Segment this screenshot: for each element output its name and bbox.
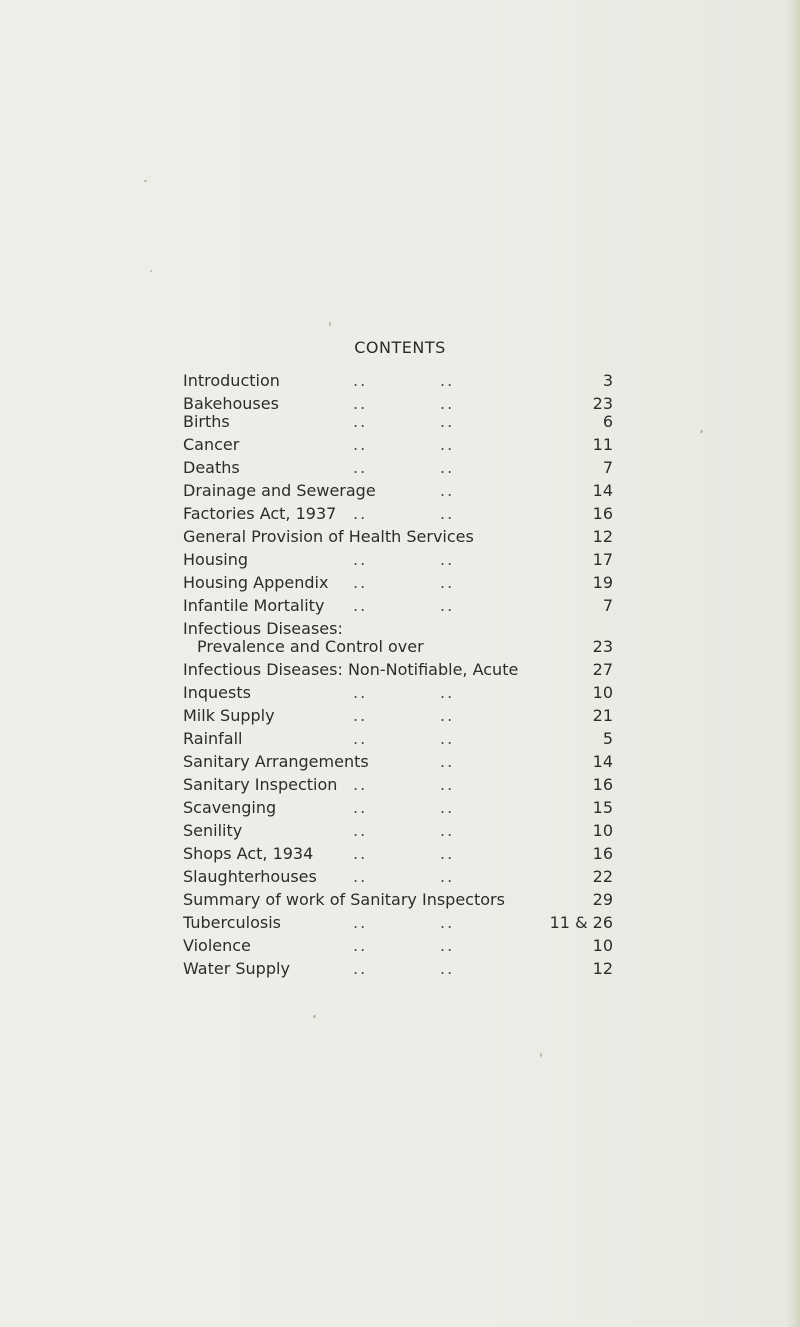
contents-title: CONTENTS (354, 338, 446, 357)
toc-page-number: 5 (602, 729, 613, 748)
toc-page-number: 21 (592, 706, 613, 725)
toc-entry-label: Scavenging (183, 798, 277, 817)
toc-entry-factories-act[interactable] (183, 505, 613, 523)
toc-entry-label: Infectious Diseases: (183, 619, 343, 638)
leader-dots: .. (440, 394, 455, 413)
leader-dots: .. (440, 458, 455, 477)
leader-dots: .. (440, 481, 455, 500)
toc-entry-shops-act[interactable] (183, 845, 613, 863)
toc-entry-slaughterhouses[interactable] (183, 868, 613, 886)
paper-speck (313, 1015, 316, 1018)
toc-page-number: 14 (592, 481, 613, 500)
leader-dots: .. (440, 798, 455, 817)
leader-dots: .. (440, 821, 455, 840)
toc-entry-label: General Provision of Health Services (183, 527, 474, 546)
toc-page-number: 17 (592, 550, 613, 569)
toc-entry-sanitary-inspection[interactable] (183, 776, 613, 794)
toc-entry-label: Deaths (183, 458, 240, 477)
toc-page-number: 14 (592, 752, 613, 771)
leader-dots: .. (440, 371, 455, 390)
toc-entry-label: Cancer (183, 435, 240, 454)
leader-dots: .. (353, 371, 368, 390)
leader-dots: .. (440, 844, 455, 863)
leader-dots: .. (353, 394, 368, 413)
leader-dots: .. (353, 798, 368, 817)
toc-page-number: 15 (592, 798, 613, 817)
leader-dots: .. (440, 959, 455, 978)
toc-page-number: 10 (592, 936, 613, 955)
leader-dots: .. (353, 504, 368, 523)
toc-page-number: 10 (592, 821, 613, 840)
leader-dots: .. (440, 913, 455, 932)
leader-dots: .. (353, 775, 368, 794)
toc-entry-label: Drainage and Sewerage (183, 481, 376, 500)
toc-page-number: 7 (602, 458, 613, 477)
leader-dots: .. (353, 706, 368, 725)
leader-dots: .. (353, 913, 368, 932)
leader-dots: .. (353, 412, 368, 431)
toc-entry-label: Factories Act, 1937 (183, 504, 337, 523)
toc-page-number: 19 (592, 573, 613, 592)
leader-dots: .. (353, 844, 368, 863)
toc-entry-label: Inquests (183, 683, 251, 702)
toc-entry-label: Prevalence and Control over (197, 637, 424, 656)
leader-dots: .. (440, 573, 455, 592)
leader-dots: .. (440, 752, 455, 771)
toc-page-number: 7 (602, 596, 613, 615)
leader-dots: .. (440, 867, 455, 886)
toc-page-number: 11 & 26 (549, 913, 613, 932)
leader-dots: .. (440, 550, 455, 569)
toc-entry-label: Infantile Mortality (183, 596, 325, 615)
toc-entry-label: Housing Appendix (183, 573, 329, 592)
leader-dots: .. (440, 936, 455, 955)
toc-page-number: 12 (592, 959, 613, 978)
toc-page-number: 12 (592, 527, 613, 546)
toc-page-number: 22 (592, 867, 613, 886)
toc-entry-label: Slaughterhouses (183, 867, 317, 886)
page-edge-shadow (786, 0, 800, 1327)
toc-entry-births[interactable] (183, 413, 613, 431)
paper-speck (150, 270, 152, 272)
leader-dots: .. (353, 596, 368, 615)
toc-entry-label: Bakehouses (183, 394, 279, 413)
toc-entry-label: Tuberculosis (183, 913, 281, 932)
toc-page-number: 16 (592, 844, 613, 863)
toc-page-number: 10 (592, 683, 613, 702)
toc-page-number: 27 (592, 660, 613, 679)
leader-dots: .. (353, 458, 368, 477)
toc-entry-housing[interactable] (183, 551, 613, 569)
toc-page-number: 11 (592, 435, 613, 454)
toc-entry-label: Shops Act, 1934 (183, 844, 314, 863)
toc-entry-label: Water Supply (183, 959, 290, 978)
toc-page-number: 23 (592, 637, 613, 656)
toc-entry-label: Introduction (183, 371, 280, 390)
toc-entry-tuberculosis[interactable] (183, 914, 613, 932)
paper-speck (329, 322, 331, 326)
toc-entry-senility[interactable] (183, 822, 613, 840)
leader-dots: .. (440, 706, 455, 725)
toc-entry-label: Summary of work of Sanitary Inspectors (183, 890, 505, 909)
toc-page-number: 29 (592, 890, 613, 909)
toc-entry-water-supply[interactable] (183, 960, 613, 978)
toc-entry-label: Sanitary Arrangements (183, 752, 369, 771)
toc-entry-infectious-prevalence[interactable] (183, 638, 613, 656)
toc-page-number: 23 (592, 394, 613, 413)
toc-entry-infectious-non-notifiable[interactable] (183, 661, 613, 679)
toc-entry-label: Sanitary Inspection (183, 775, 338, 794)
toc-entry-label: Housing (183, 550, 249, 569)
leader-dots: .. (440, 683, 455, 702)
toc-entry-label: Births (183, 412, 230, 431)
leader-dots: .. (353, 550, 368, 569)
toc-entry-infantile-mortality[interactable] (183, 597, 613, 615)
leader-dots: .. (353, 729, 368, 748)
leader-dots: .. (440, 504, 455, 523)
toc-entry-summary-sanitary-inspectors[interactable] (183, 891, 613, 909)
toc-entry-label: Milk Supply (183, 706, 275, 725)
toc-entry-milk-supply[interactable] (183, 707, 613, 725)
toc-page-number: 6 (602, 412, 613, 431)
leader-dots: .. (353, 867, 368, 886)
paper-speck (700, 430, 703, 433)
toc-entry-violence[interactable] (183, 937, 613, 955)
leader-dots: .. (353, 683, 368, 702)
toc-entry-deaths[interactable] (183, 459, 613, 477)
toc-entry-label: Infectious Diseases: Non-Notifiable, Acute (183, 660, 519, 679)
leader-dots: .. (440, 412, 455, 431)
toc-entry-scavenging[interactable] (183, 799, 613, 817)
toc-entry-cancer[interactable] (183, 436, 613, 454)
toc-page-number: 16 (592, 504, 613, 523)
toc-entry-sanitary-arrangements[interactable] (183, 753, 613, 771)
toc-entry-general-provision[interactable] (183, 528, 613, 546)
toc-page-number: 16 (592, 775, 613, 794)
toc-entry-rainfall[interactable] (183, 730, 613, 748)
leader-dots: .. (440, 775, 455, 794)
leader-dots: .. (353, 959, 368, 978)
toc-entry-label: Violence (183, 936, 251, 955)
toc-page-number: 3 (602, 371, 613, 390)
leader-dots: .. (440, 596, 455, 615)
leader-dots: .. (353, 936, 368, 955)
paper-speck (540, 1053, 542, 1057)
leader-dots: .. (353, 573, 368, 592)
toc-entry-drainage-and-sewerage[interactable] (183, 482, 613, 500)
toc-entry-inquests[interactable] (183, 684, 613, 702)
paper-speck (144, 180, 147, 182)
leader-dots: .. (440, 435, 455, 454)
leader-dots: .. (440, 729, 455, 748)
toc-entry-introduction[interactable] (183, 372, 613, 390)
leader-dots: .. (353, 821, 368, 840)
toc-entry-housing-appendix[interactable] (183, 574, 613, 592)
toc-entry-bakehouses[interactable] (183, 395, 613, 413)
toc-entry-infectious-diseases-heading (183, 620, 613, 638)
toc-entry-label: Rainfall (183, 729, 243, 748)
toc-entry-label: Senility (183, 821, 243, 840)
leader-dots: .. (353, 435, 368, 454)
